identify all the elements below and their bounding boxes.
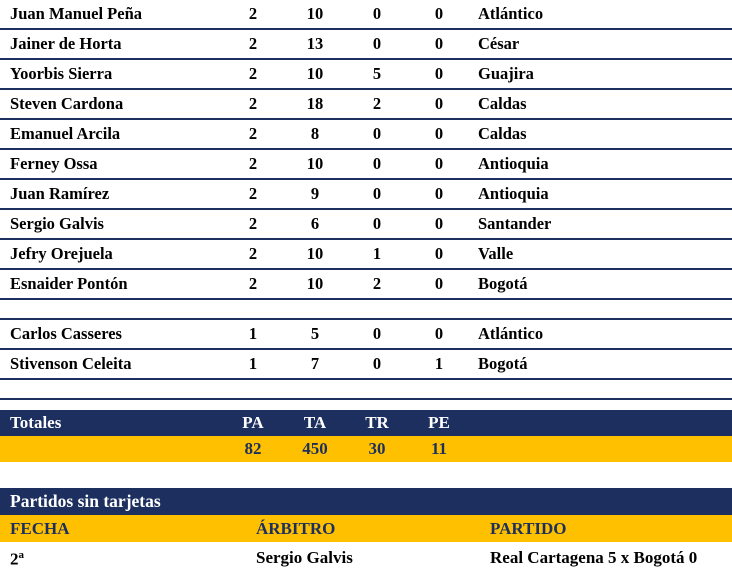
referee-pe: 0 — [408, 0, 470, 29]
referee-name: Carlos Casseres — [0, 319, 222, 349]
cell-fecha — [0, 542, 244, 573]
referee-name: Sergio Galvis — [0, 209, 222, 239]
referee-tr: 0 — [346, 349, 408, 379]
spacer-cell — [222, 299, 284, 319]
table-row — [0, 179, 732, 209]
referee-dept: Caldas — [470, 119, 732, 149]
referee-name: Yoorbis Sierra — [0, 59, 222, 89]
referee-pe: 0 — [408, 209, 470, 239]
totals-value-pe: 11 — [408, 436, 470, 462]
referee-pa: 2 — [222, 209, 284, 239]
referee-ta: 13 — [284, 29, 346, 59]
table-row — [0, 149, 732, 179]
referee-ta: 10 — [284, 239, 346, 269]
referee-dept: Caldas — [470, 89, 732, 119]
table-row — [0, 209, 732, 239]
referee-dept: Guajira — [470, 59, 732, 89]
referee-tr: 2 — [346, 89, 408, 119]
referee-name: Stivenson Celeita — [0, 349, 222, 379]
referee-pe: 0 — [408, 29, 470, 59]
referee-name: Emanuel Arcila — [0, 119, 222, 149]
referee-dept: Atlántico — [470, 0, 732, 29]
spacer-row — [0, 379, 732, 399]
referee-ta: 8 — [284, 119, 346, 149]
totals-value-ta: 450 — [284, 436, 346, 462]
spacer-cell — [284, 379, 346, 399]
spacer-cell — [0, 299, 222, 319]
referee-ta: 9 — [284, 179, 346, 209]
header-arbitro: ÁRBITRO — [244, 515, 488, 542]
table-row — [0, 119, 732, 149]
spacer-cell — [470, 299, 732, 319]
referee-tr: 0 — [346, 209, 408, 239]
spacer-cell — [222, 379, 284, 399]
fecha-number: 2 — [10, 549, 19, 569]
referee-pa: 2 — [222, 29, 284, 59]
table-row — [0, 239, 732, 269]
spacer-cell — [346, 379, 408, 399]
referee-ta: 5 — [284, 319, 346, 349]
referee-pa: 2 — [222, 179, 284, 209]
table-row — [0, 269, 732, 299]
referee-dept: Valle — [470, 239, 732, 269]
referee-pa: 2 — [222, 0, 284, 29]
table-row — [0, 59, 732, 89]
referee-name: Jainer de Horta — [0, 29, 222, 59]
referee-tr: 2 — [346, 269, 408, 299]
header-fecha: FECHA — [0, 515, 244, 542]
totals-value-pa: 82 — [222, 436, 284, 462]
referee-pe: 0 — [408, 179, 470, 209]
referee-pe: 0 — [408, 319, 470, 349]
referee-pa: 2 — [222, 269, 284, 299]
totals-value-filler — [470, 436, 732, 462]
referee-dept: Bogotá — [470, 349, 732, 379]
totals-values-row — [0, 436, 732, 462]
referee-ta: 10 — [284, 0, 346, 29]
totals-block — [0, 410, 732, 462]
referee-ta: 10 — [284, 269, 346, 299]
referee-pa: 2 — [222, 239, 284, 269]
referee-ta: 10 — [284, 59, 346, 89]
referee-dept: César — [470, 29, 732, 59]
referee-pa: 2 — [222, 89, 284, 119]
totals-header-pa: PA — [222, 410, 284, 436]
totals-value-label — [0, 436, 222, 462]
referee-tr: 0 — [346, 149, 408, 179]
referee-dept: Bogotá — [470, 269, 732, 299]
referee-pe: 0 — [408, 89, 470, 119]
spacer-cell — [408, 299, 470, 319]
referee-dept: Antioquia — [470, 179, 732, 209]
referee-pe: 0 — [408, 59, 470, 89]
table-row — [0, 319, 732, 349]
referee-pe: 0 — [408, 149, 470, 179]
totals-header-ta: TA — [284, 410, 346, 436]
partidos-title: Partidos sin tarjetas — [0, 488, 732, 515]
spacer-row — [0, 299, 732, 319]
referee-tr: 0 — [346, 319, 408, 349]
totals-label: Totales — [0, 410, 222, 436]
spacer-cell — [470, 379, 732, 399]
table-row — [0, 0, 732, 29]
totals-value-tr: 30 — [346, 436, 408, 462]
cell-arbitro: Sergio Galvis — [244, 542, 488, 573]
referee-tr: 0 — [346, 119, 408, 149]
referee-pa: 2 — [222, 149, 284, 179]
table-row — [0, 89, 732, 119]
partidos-sin-tarjetas-table — [0, 488, 732, 573]
referee-tr: 0 — [346, 0, 408, 29]
spacer-cell — [0, 379, 222, 399]
referee-name: Juan Ramírez — [0, 179, 222, 209]
referee-pa: 2 — [222, 59, 284, 89]
spacer-cell — [284, 299, 346, 319]
partidos-row — [0, 542, 732, 573]
referee-dept: Santander — [470, 209, 732, 239]
referee-name: Ferney Ossa — [0, 149, 222, 179]
referee-ta: 6 — [284, 209, 346, 239]
header-partido: PARTIDO — [488, 515, 732, 542]
referee-tr: 0 — [346, 29, 408, 59]
referee-pa: 1 — [222, 349, 284, 379]
partidos-title-row — [0, 488, 732, 515]
spacer-cell — [408, 379, 470, 399]
referee-tr: 0 — [346, 179, 408, 209]
totals-header-pe: PE — [408, 410, 470, 436]
totals-header-tr: TR — [346, 410, 408, 436]
partidos-header-row — [0, 515, 732, 542]
referee-name: Steven Cardona — [0, 89, 222, 119]
referee-name: Juan Manuel Peña — [0, 0, 222, 29]
fecha-ordinal-suffix: a — [18, 549, 24, 561]
spacer-cell — [346, 299, 408, 319]
referee-pe: 0 — [408, 239, 470, 269]
referee-name: Esnaider Pontón — [0, 269, 222, 299]
referee-ta: 10 — [284, 149, 346, 179]
referee-ta: 18 — [284, 89, 346, 119]
referee-pe: 1 — [408, 349, 470, 379]
totals-table — [0, 410, 732, 462]
totals-header-filler — [470, 410, 732, 436]
referee-tr: 5 — [346, 59, 408, 89]
section-gap — [0, 462, 732, 488]
referee-pa: 2 — [222, 119, 284, 149]
referee-name: Jefry Orejuela — [0, 239, 222, 269]
referee-pe: 0 — [408, 119, 470, 149]
referee-dept: Antioquia — [470, 149, 732, 179]
totals-header-row — [0, 410, 732, 436]
table-row — [0, 29, 732, 59]
referee-ta: 7 — [284, 349, 346, 379]
referee-pe: 0 — [408, 269, 470, 299]
referee-pa: 1 — [222, 319, 284, 349]
cell-partido: Real Cartagena 5 x Bogotá 0 — [488, 542, 732, 573]
referee-tr: 1 — [346, 239, 408, 269]
table-row — [0, 349, 732, 379]
referee-dept: Atlántico — [470, 319, 732, 349]
